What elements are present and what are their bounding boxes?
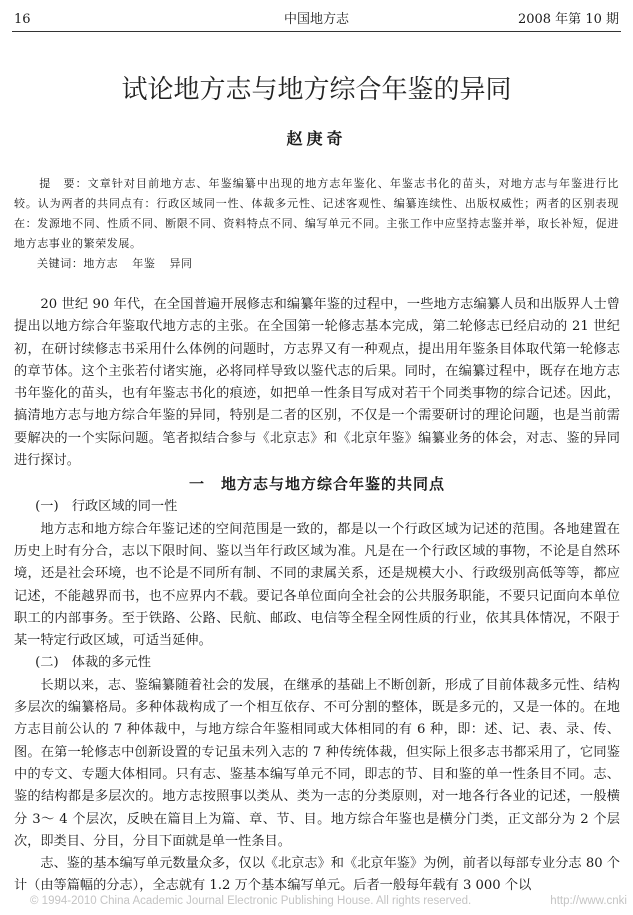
section-heading: 一 地方志与地方综合年鉴的共同点 bbox=[188, 475, 445, 494]
body-paragraph: 长期以来，志、鉴编纂随着社会的发展，在继承的基础上不断创新，形成了目前体裁多元性、结构多层次的编纂格局。多种体裁构成了一个相互依存、不可分割的整体，既是多元的，又是一体的。在地方志目前公认的 7 种体裁中，与地方综合年鉴相同或大体相同的有 6 种，即：述、记、表、录、传、图。在第一轮修志中创新设置的专记虽未列入志的 7 种传统体裁，但实际上很多志书都采用了，它同鉴中的专文、专题大体相同。只有志、鉴基本编写单元不同，即志的节、目和鉴的单一性条目不同。志、鉴的结构都是多层次的。地方志按照事以类从、类为一志的分类原则，对一地各行各业的记述，一般横分 3～ 4 个层次，反映在篇目上为篇、章、节、目。地方综合年鉴也是横分门类，正文部分为 2 个层次，即类目、分目，分目下面就是单一性条目。 bbox=[14, 677, 620, 849]
issue-label: 2008 年第 10 期 bbox=[517, 12, 619, 27]
keywords: 关键词：地方志 年鉴 异同 bbox=[37, 257, 193, 270]
intro-paragraph: 20 世纪 90 年代，在全国普遍开展修志和编纂年鉴的过程中，一些地方志编纂人员和出版界人士曾提出以地方综合年鉴取代地方志的主张。在全国第一轮修志基本完成，第二轮修志已经启动的 21 世纪初，在研讨续修志书采用什么体例的问题时，方志界又有一种观点，提出用年鉴条目体取代第一轮修志的章节体。这个主张若付诸实施，必将同样导致以鉴代志的后果。同时，在编纂过程中，既存在地方志书年鉴化的苗头，也有年鉴志书化的痕迹，如把单一性条目写成对若干个同类事物的综合记述。因此，搞清地方志与地方综合年鉴的异同，特别是二者的区别，不仅是一个需要研讨的理论问题，也是当前需要解决的一个实际问题。笔者拟结合参与《北京志》和《北京年鉴》编纂业务的体会，对志、鉴的异同进行探讨。 bbox=[14, 297, 620, 469]
keywords-label: 关键词 bbox=[37, 257, 72, 270]
keyword: 异同 bbox=[169, 257, 193, 270]
article-author: 赵庚奇 bbox=[286, 129, 347, 148]
abstract-text: ：文章针对目前地方志、年鉴编纂中出现的地方志年鉴化、年鉴志书化的苗头，对地方志与年鉴进行比较。认为两者的共同点有：行政区域同一性、体裁多元性、记述客观性、编纂连续性、出版权威性；两者的区别表现在：发源地不同、性质不同、断限不同、资料特点不同、编写单元不同。主张工作中应坚持志鉴并举，取长补短，促进地方志事业的繁荣发展。 bbox=[14, 177, 619, 250]
subsection-heading: (二) 体裁的多元性 bbox=[35, 655, 151, 671]
copyright-text: © 1994-2010 China Academic Journal Electronic Publishing House. All rights reserved. bbox=[30, 895, 472, 907]
abstract bbox=[14, 174, 619, 254]
page-number: 16 bbox=[14, 12, 31, 27]
copyright-watermark bbox=[30, 893, 627, 909]
keyword: 地方志 bbox=[83, 257, 119, 270]
article-title: 试论地方志与地方综合年鉴的异同 bbox=[121, 75, 512, 105]
journal-name: 中国地方志 bbox=[283, 12, 349, 27]
subsection-heading: (一) 行政区域的同一性 bbox=[35, 499, 178, 515]
body-paragraph: 地方志和地方综合年鉴记述的空间范围是一致的，都是以一个行政区域为记述的范围。各地建置在历史上时有分合，志以下限时间、鉴以当年行政区域为准。凡是在一个行政区域的事物，不论是自然环境，还是社会环境，也不论是不同所有制、不同的隶属关系，还是规模大小、行政级别高低等等，都应记述，不能越界而书，也不应界内不载。要记各单位面向全社会的公共服务职能，不要只记面向本单位职工的内部事务。至于铁路、公路、民航、邮政、电信等全程全网性质的行业，依其具体情况，不限于某一特定行政区域，可适当延伸。 bbox=[14, 521, 620, 649]
article-body bbox=[14, 294, 620, 898]
running-header bbox=[14, 10, 619, 30]
body-paragraph: 志、鉴的基本编写单元数量众多，仅以《北京志》和《北京年鉴》为例，前者以每部专业分志 80 个计（由等篇幅的分志），全志就有 1.2 万个基本编写单元。后者一般每年载有 3 000 个以 bbox=[14, 856, 620, 894]
keyword: 年鉴 bbox=[132, 257, 156, 270]
watermark-url: http://www.cnki bbox=[550, 895, 627, 907]
header-rule bbox=[12, 31, 621, 32]
abstract-label: 提 要 bbox=[39, 177, 76, 190]
